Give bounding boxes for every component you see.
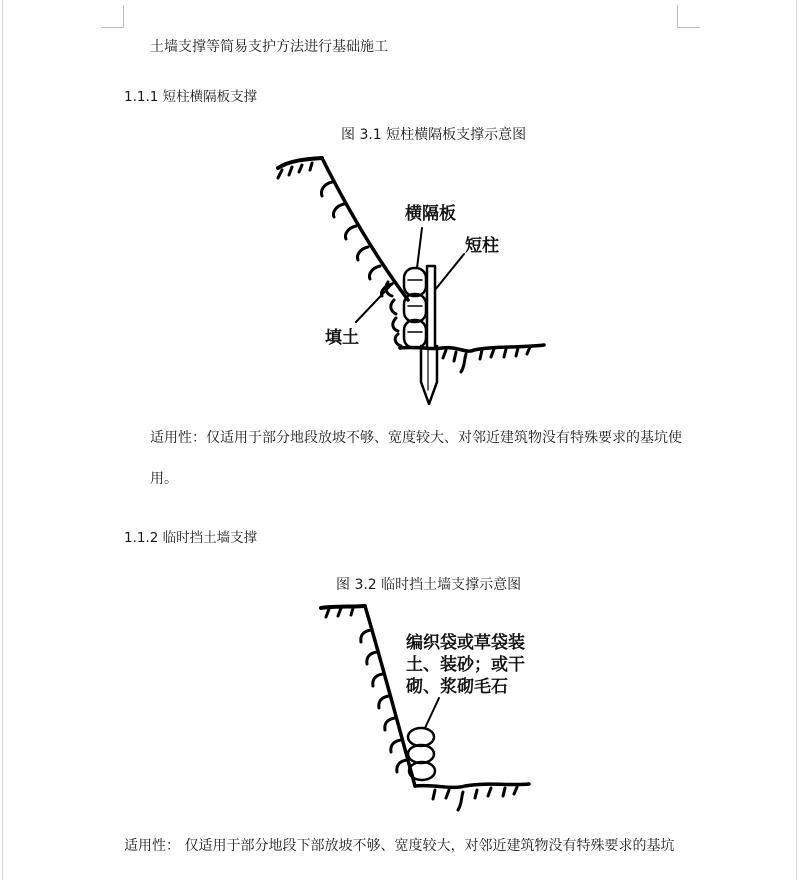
label-bags-line-3: 砌、浆砌毛石 bbox=[406, 677, 508, 697]
figure-2-caption: 图 3.2 临时挡土墙支撑示意图 bbox=[336, 577, 522, 593]
label-short-post: 短柱 bbox=[465, 236, 499, 256]
label-cross-board: 横隔板 bbox=[405, 204, 456, 224]
crop-mark-top-left bbox=[101, 5, 124, 28]
figure-1-caption: 图 3.1 短柱横隔板支撑示意图 bbox=[341, 127, 527, 143]
label-bags-line-2: 土、装砂；或干 bbox=[406, 655, 525, 675]
page-edge-right bbox=[796, 0, 797, 880]
section-1-applicability-line-1: 适用性：仅适用于部分地段放坡不够、宽度较大、对邻近建筑物没有特殊要求的基坑使 bbox=[150, 430, 682, 446]
section-2-applicability: 适用性： 仅适用于部分地段下部放坡不够、宽度较大，对邻近建筑物没有特殊要求的基坑 bbox=[124, 838, 675, 854]
section-1-applicability-line-2: 用。 bbox=[150, 471, 178, 487]
crop-mark-top-right bbox=[677, 5, 700, 28]
page-edge-left bbox=[2, 0, 3, 880]
section-1-heading: 1.1.1 短柱横隔板支撑 bbox=[124, 89, 258, 105]
intro-line: 土墙支撑等简易支护方法进行基础施工 bbox=[150, 39, 388, 55]
label-fill-soil: 填土 bbox=[325, 328, 359, 348]
section-2-heading: 1.1.2 临时挡土墙支撑 bbox=[124, 530, 258, 546]
label-bags-line-1: 编织袋或草袋装 bbox=[406, 633, 525, 653]
figure-1-diagram bbox=[270, 150, 555, 410]
